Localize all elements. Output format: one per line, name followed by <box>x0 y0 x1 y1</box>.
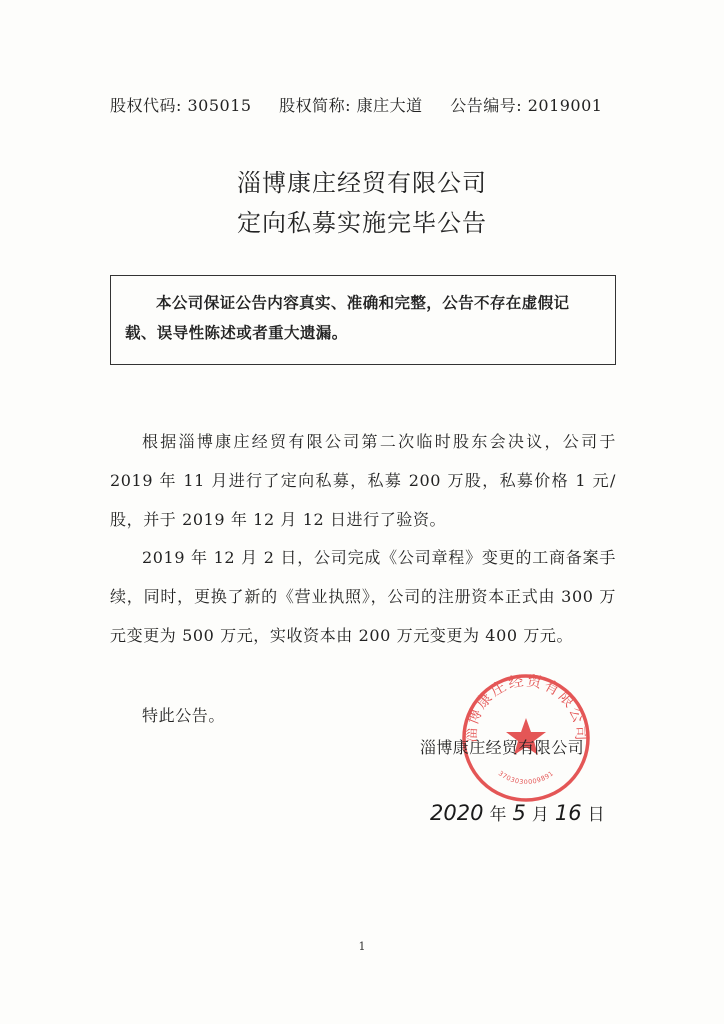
stock-abbreviation: 股权简称: 康庄大道 <box>279 96 423 115</box>
body-paragraph-1: 根据淄博康庄经贸有限公司第二次临时股东会决议，公司于 2019 年 11 月进行了定向私募，私募 200 万股，私募价格 1 元/股，并于 2019 年 12 月 12 日进行了验资。 <box>110 432 616 529</box>
seal-number: 3703030009891 <box>496 769 556 787</box>
date-day: 16 <box>554 801 582 825</box>
body-paragraph-2: 2019 年 12 月 2 日，公司完成《公司章程》变更的工商备案手续，同时，更换了新的《营业执照》，公司的注册资本正式由 300 万元变更为 500 万元，实收资本由 200 万元变更为 400 万元。 <box>110 548 616 645</box>
header-line <box>110 93 630 116</box>
notice-number: 公告编号: 2019001 <box>450 96 603 115</box>
signing-date: 2020 年 5 月 16 日 <box>430 801 605 825</box>
notice-title: 定向私募实施完毕公告 <box>237 209 487 237</box>
date-month: 5 <box>512 801 526 825</box>
stock-code: 股权代码: 305015 <box>110 96 252 115</box>
signing-company: 淄博康庄经贸有限公司 <box>420 738 585 757</box>
page-number: 1 <box>358 940 366 953</box>
seal-text: 淄博康庄经贸有限公司 <box>461 671 591 743</box>
guarantee-statement-box: 本公司保证公告内容真实、准确和完整，公告不存在虚假记载、误导性陈述或者重大遗漏。 <box>110 275 616 365</box>
body-paragraph-3: 特此公告。 <box>142 706 226 725</box>
company-title: 淄博康庄经贸有限公司 <box>237 169 487 197</box>
svg-text:3703030009891 <box>497 769 555 786</box>
date-year: 2020 <box>430 801 484 825</box>
